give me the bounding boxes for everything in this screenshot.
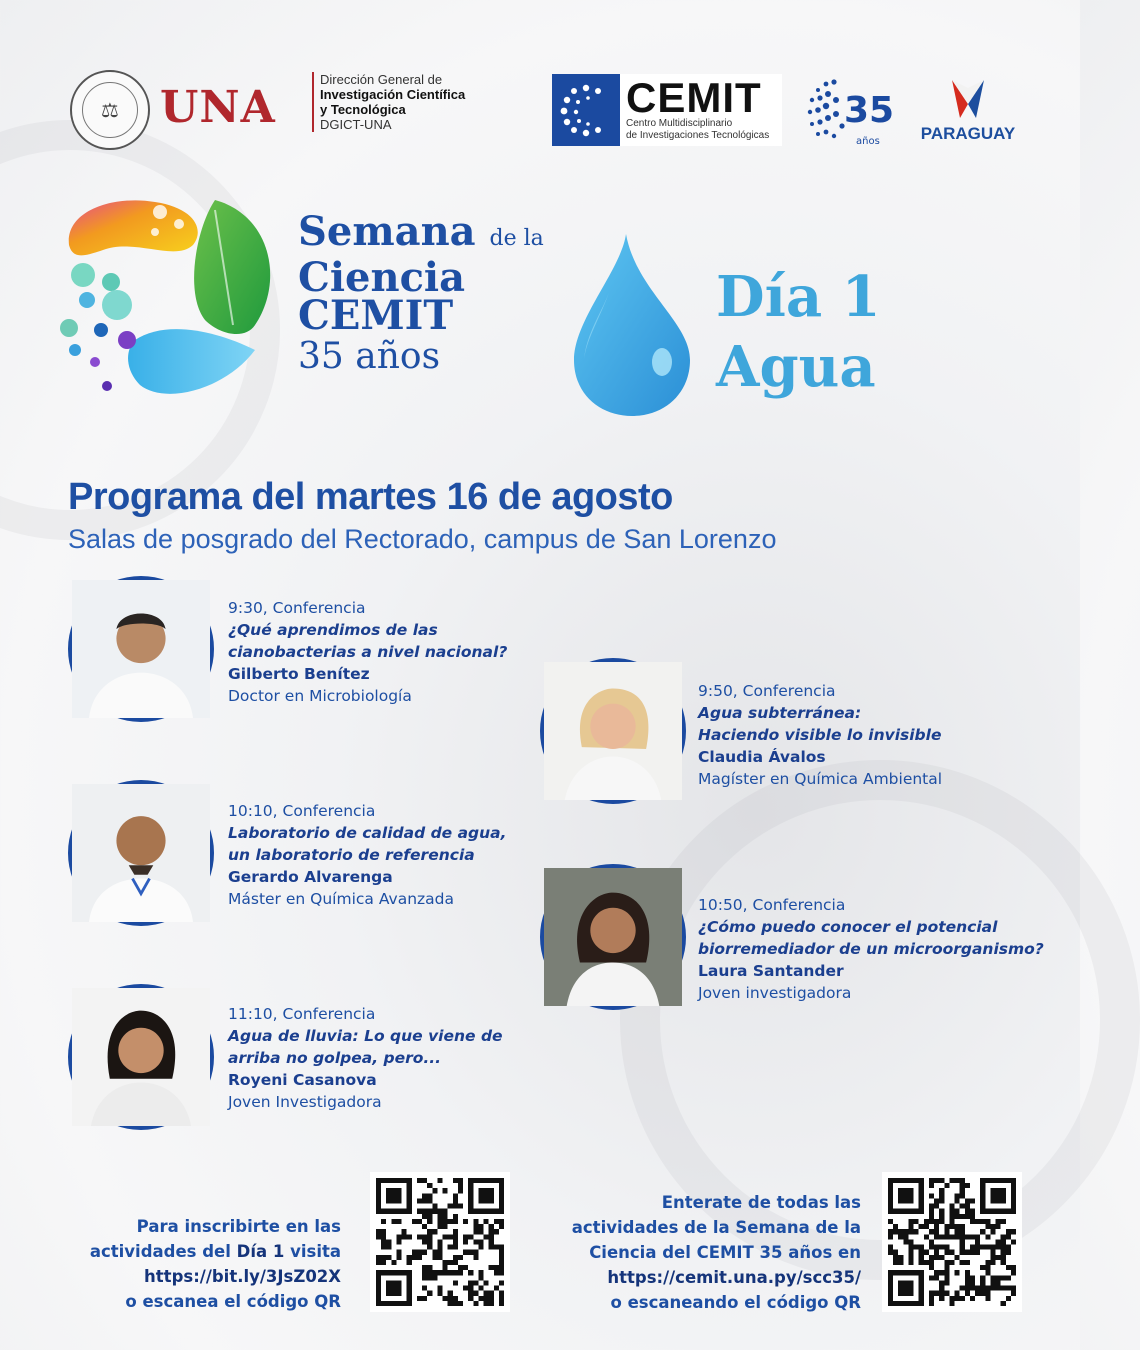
- registration-info: [90, 1214, 341, 1314]
- paraguay-logo: [918, 70, 1018, 150]
- dgict-line: DGICT-UNA: [320, 117, 392, 132]
- anniversary-word: años: [856, 136, 880, 147]
- speaker-time: 11:10, Conferencia: [228, 1005, 376, 1023]
- speaker-time: 9:30, Conferencia: [228, 599, 366, 617]
- speaker-photo: [540, 864, 686, 1010]
- event-title-small: de la: [489, 226, 544, 251]
- paraguay-logo-icon: [946, 74, 990, 120]
- speaker-info: [228, 1003, 503, 1113]
- day-label: [716, 262, 881, 402]
- speaker-info: [228, 800, 507, 910]
- anniversary-35-icon: [798, 70, 895, 150]
- anniversary-number: 35: [844, 90, 895, 131]
- event-title-line: Ciencia: [298, 254, 466, 301]
- paraguay-label: PARAGUAY: [920, 124, 1016, 143]
- dgict-logo: [312, 72, 465, 132]
- day-theme: Agua: [716, 334, 876, 400]
- speaker-talk-title: Agua subterránea:: [698, 704, 862, 722]
- speaker-name: Claudia Ávalos: [698, 748, 826, 766]
- water-drop-icon: [566, 230, 696, 420]
- speaker-time: 10:10, Conferencia: [228, 802, 376, 820]
- cemit-logo: [552, 74, 782, 146]
- una-seal-icon: ⚖: [70, 70, 150, 150]
- speaker-photo: [68, 984, 214, 1130]
- una-logo-text: UNA: [160, 82, 276, 133]
- footer-line: o escaneando el código QR: [610, 1293, 861, 1312]
- speaker-role: Magíster en Química Ambiental: [698, 770, 943, 788]
- dgict-line: Dirección General de: [320, 72, 443, 87]
- speaker-talk-title: ¿Qué aprendimos de las: [228, 621, 438, 639]
- speaker-role: Joven investigadora: [698, 984, 852, 1002]
- speaker-name: Gilberto Benítez: [228, 665, 370, 683]
- speaker-info: [228, 597, 507, 707]
- speaker-name: Royeni Casanova: [228, 1071, 377, 1089]
- footer-line: visita: [284, 1242, 341, 1261]
- speaker-talk-title: Laboratorio de calidad de agua,: [228, 824, 507, 842]
- speaker-talk-title: un laboratorio de referencia: [228, 846, 475, 864]
- semana-ciencia-logo-icon: [55, 190, 285, 410]
- speaker-photo: [68, 780, 214, 926]
- speaker-role: Doctor en Microbiología: [228, 687, 412, 705]
- speaker-name: Gerardo Alvarenga: [228, 868, 393, 886]
- event-title: [298, 208, 544, 379]
- footer-line: Enterate de todas las: [661, 1193, 861, 1212]
- speaker-talk-title: ¿Cómo puedo conocer el potencial: [698, 918, 998, 936]
- speaker-info: [698, 680, 942, 790]
- event-link[interactable]: https://cemit.una.py/scc35/: [607, 1268, 861, 1287]
- speaker-talk-title: biorremediador de un microorganismo?: [698, 940, 1044, 958]
- speaker-role: Joven Investigadora: [228, 1093, 382, 1111]
- speaker-talk-title: cianobacterias a nivel nacional?: [228, 643, 508, 661]
- qr-code-icon[interactable]: [370, 1172, 510, 1312]
- footer-line: actividades del: [89, 1242, 237, 1261]
- speaker-photo: [540, 658, 686, 804]
- program-title: Programa del martes 16 de agosto: [68, 476, 673, 518]
- footer-line: o escanea el código QR: [125, 1292, 341, 1311]
- event-info: [572, 1190, 861, 1315]
- footer-day-highlight: Día 1: [236, 1242, 285, 1261]
- event-title-line: Semana: [298, 208, 476, 255]
- event-title-line: CEMIT: [298, 292, 454, 339]
- speaker-info: [698, 894, 1044, 1004]
- footer-line: Para inscribirte en las: [136, 1217, 341, 1236]
- event-title-line: 35 años: [298, 336, 441, 377]
- header-logos: [70, 70, 1020, 150]
- cemit-name: CEMIT: [626, 74, 762, 121]
- program-venue: Salas de posgrado del Rectorado, campus de San Lorenzo: [68, 524, 777, 554]
- speaker-photo: [68, 576, 214, 722]
- footer-line: Ciencia del CEMIT 35 años en: [589, 1243, 861, 1262]
- cemit-logo-icon: [552, 74, 620, 146]
- registration-link[interactable]: https://bit.ly/3JsZ02X: [144, 1267, 341, 1286]
- speaker-talk-title: Agua de lluvia: Lo que viene de: [228, 1027, 503, 1045]
- speaker-time: 10:50, Conferencia: [698, 896, 846, 914]
- footer-line: actividades de la Semana de la: [571, 1218, 861, 1237]
- dgict-line: y Tecnológica: [320, 102, 406, 117]
- cemit-subtitle: Centro Multidisciplinario: [626, 118, 733, 129]
- day-number: Día 1: [716, 264, 881, 330]
- speaker-role: Máster en Química Avanzada: [228, 890, 454, 908]
- speaker-name: Laura Santander: [698, 962, 844, 980]
- qr-code-icon[interactable]: [882, 1172, 1022, 1312]
- dgict-line: Investigación Científica: [320, 87, 466, 102]
- cemit-subtitle: de Investigaciones Tecnológicas: [626, 130, 770, 141]
- speaker-talk-title: Haciendo visible lo invisible: [698, 726, 942, 744]
- speaker-talk-title: arriba no golpea, pero...: [228, 1049, 442, 1067]
- speaker-time: 9:50, Conferencia: [698, 682, 836, 700]
